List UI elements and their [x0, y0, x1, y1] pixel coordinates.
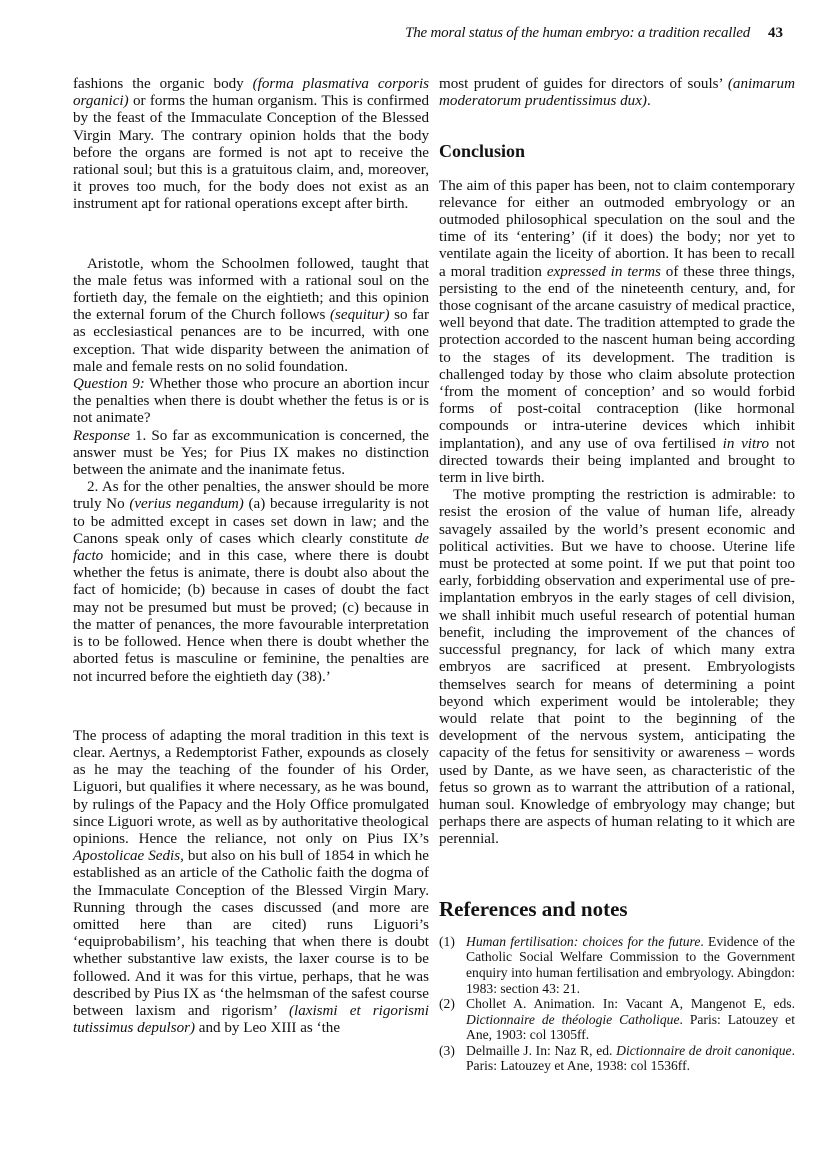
reference-number: (3): [439, 1042, 455, 1058]
running-title: The moral status of the human embryo: a tradition recalled: [405, 25, 750, 41]
question-paragraph: [73, 376, 429, 428]
text: Whether those who procure an abortion incur the penalties when there is doubt whether the fetus is or is not animate?: [73, 376, 429, 427]
text: or forms the human organism. This is confirmed by the feast of the Immaculate Conception of the Blessed Virgin Mary. The contrary opinion holds that the body before the organs are formed is not apt to receive the rational soul; but this is a gratuitous claim, and, moreover, it proves too much, for the body does not exist as an instrument apt for rational operations except after birth.: [73, 93, 429, 213]
paragraph: [439, 76, 795, 110]
section-heading-references: References and notes: [439, 896, 628, 921]
reference-text: Delmaille J. In: Naz R, ed.: [466, 1042, 617, 1058]
right-column: [439, 76, 795, 1074]
text: not directed towards their being implanted and brought to term in live birth.: [439, 435, 796, 487]
text: homicide; and in this case, where there is doubt whether the fetus is animate, there is doubt also about the fact of homicide; (b) because in cases of doubt the fact may not be presumed but must be proved; (c) because in the matter of penances, the more favourable interpretation is to be followed. Hence when there is doubt whether the aborted fetus is masculine or feminine, the penalties are not incurred before the eightieth day (38).’: [73, 548, 429, 685]
text: .: [646, 93, 651, 110]
text: 1. So far as excommunication is concerned, the answer must be Yes; for Pius IX makes no distinction between the animate and the inanimate fetus.: [73, 427, 429, 479]
latin-phrase: (forma plasmativa corporis organici): [73, 76, 430, 110]
reference-title: Dictionnaire de droit canonique: [616, 1042, 792, 1058]
latin-phrase: (animarum moderatorum prudentissimus dux): [439, 76, 795, 110]
reference-text: Chollet A. Animation. In: Vacant A, Mangenot E, eds.: [466, 996, 795, 1012]
text: fashions the organic body: [73, 76, 253, 92]
latin-phrase: (sequitur): [330, 307, 390, 324]
text: (a) because irregularity is not to be admitted except in cases set down in law; and the Canons speak only of cases which clearly constitute: [73, 496, 429, 547]
text: so far as ecclesiastical penances are to be incurred, with one exception. That wide disparity between the animation of male and female rests on no solid foundation.: [73, 307, 429, 375]
latin-phrase: (verius negandum): [129, 496, 244, 513]
latin-title: Apostolicae Sedis,: [73, 848, 184, 865]
text: most prudent of guides for directors of souls’: [439, 76, 728, 92]
text: The motive prompting the restriction is admirable: to resist the erosion of the value of human life, already savagely assailed by the world’s present economic and political activities. But we have to choose. Uterine life must be protected at some point. If we put that point too early, forbidding observation and experimental use of pre-implantation embryos in the early stages of cell division, we shall inhibit much useful research of potential human benefit, including the improvement of the chances of successful pregnancy, for lack of which many extra embryos are sacrificed at present. Embryologists themselves search for means of determining a point beyond which experiment would be intolerable; they would relate that point to the beginning of the development of the nervous system, anticipating the capacity of the fetus for sensitivity or awareness – words used by Dante, as we have seen, as characteristic of the fetus so grown as to warrant the attribution of a rational, human soul. Knowledge of embryology may change; but perhaps there are aspects of human relating to it which are perennial.: [439, 487, 795, 848]
latin-phrase: in vitro: [722, 435, 770, 452]
reference-item: [439, 996, 795, 1043]
left-column: [73, 76, 429, 1037]
text: but also on his bull of 1854 in which he established as an article of the Catholic faith the dogma of the Immaculate Conception of the Blessed Virgin Mary. Running through the cases discussed (and more are omitted here than are cited) runs Liguori’s ‘equiprobabilism’, his teaching that when there is doubt whether substantive law exists, the laxer course is to be followed. And it was for this virtue, perhaps, that he was described by Pius IX as ‘the helmsman of the safest course between laxism and rigorism’: [73, 848, 429, 1019]
paragraph: [73, 76, 429, 214]
text: The process of adapting the moral tradition in this text is clear. Aertnys, a Redemptorist Father, expounds as closely as he may the teaching of the founder of his Order, Liguori, but qualifies it where necessary, as he was bound, by rulings of the Papacy and the Holy Office promulgated since Liguori wrote, as well as by authoritative theological opinions. Hence the reliance, not only on Pius IX’s: [73, 727, 429, 847]
paragraph: [73, 256, 429, 376]
reference-text: . Paris: Latouzey et Ane, 1938: col 1536ff.: [466, 1042, 795, 1074]
reference-title: Dictionnaire de théologie Catholique: [466, 1011, 680, 1027]
reference-list: [439, 934, 795, 1074]
paragraph: [73, 479, 429, 685]
paragraph: [439, 178, 795, 488]
reference-item: [439, 1043, 795, 1074]
paragraph: [439, 487, 795, 848]
text: of these three things, persisting to the end of the nineteenth century, and, for those cognisant of the arcane casuistry of medical practice, well beyond that date. The tradition attempted to grade the protection accorded to the nascent human being according to the stages of its development. The tradition is challenged today by those who claim absolute protection ‘from the moment of conception’ and so would forbid forms of post-coital contraception (like hormonal compounds or intra-uterine devices which inhibit implantation), and any use of ova fertilised: [439, 263, 795, 452]
text: Aristotle, whom the Schoolmen followed, taught that the male fetus was informed with a rational soul on the fortieth day, the female on the eightieth; and this opinion the external forum of the Church follows: [73, 255, 429, 324]
text: 2. As for the other penalties, the answer should be more truly No: [73, 479, 429, 513]
latin-phrase: de facto: [73, 530, 429, 565]
page-number: 43: [768, 25, 783, 41]
latin-phrase: (laxismi et rigorismi tutissimus depulsor): [73, 1002, 429, 1037]
paragraph: [73, 728, 429, 1038]
emphasis: expressed in terms: [546, 263, 661, 280]
reference-item: [439, 934, 795, 996]
text: and by Leo XIII as ‘the: [195, 1020, 341, 1037]
reference-text: . Evidence of the Catholic Social Welfare Commission to the Government enquiry into human fertilisation and embryology. Abingdon: 1983: section 43: 21.: [466, 933, 795, 996]
section-heading-conclusion: Conclusion: [439, 141, 526, 162]
reference-text: . Paris: Latouzey et Ane, 1903: col 1305ff.: [466, 1011, 795, 1043]
reference-title: Human fertilisation: choices for the future: [466, 933, 701, 949]
text: The aim of this paper has been, not to claim contemporary relevance for either an outmoded embryology or an outmoded philosophical speculation on the soul and the time of its ‘entering’ (if it does) the body; nor yet to ventilate again the liceity of abortion. It has been to recall a moral tradition: [439, 177, 795, 280]
question-label: Question 9:: [73, 376, 145, 393]
reference-number: (2): [439, 996, 455, 1012]
response-label: Response: [73, 427, 131, 444]
response-paragraph: [73, 428, 429, 480]
reference-number: (1): [439, 933, 455, 949]
